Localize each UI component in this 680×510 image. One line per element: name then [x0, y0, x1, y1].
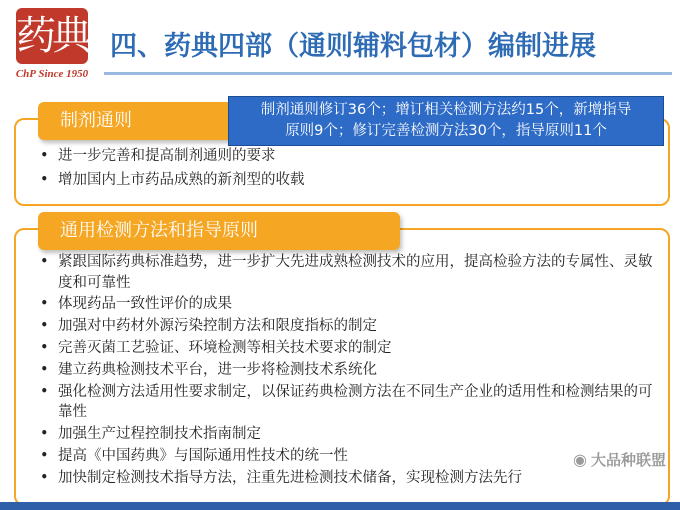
bullet-icon: • — [40, 171, 49, 188]
title-divider — [104, 72, 672, 75]
logo-subtitle: ChP Since 1950 — [15, 68, 89, 80]
bullet-icon: • — [40, 470, 49, 487]
formulation-list — [38, 146, 658, 193]
chp-logo — [6, 6, 98, 84]
summary-callout — [228, 96, 664, 146]
list-item: • 加快制定检测技术指导方法，注重先进检测技术储备，实现检测方法先行 — [38, 468, 658, 489]
bullet-icon: • — [40, 362, 49, 379]
methods-list — [38, 252, 658, 490]
logo-mark: 药典 — [16, 8, 88, 64]
list-item: • 体现药品一致性评价的成果 — [38, 294, 658, 315]
bullet-icon: • — [40, 340, 49, 357]
bullet-icon: • — [40, 148, 49, 164]
bullet-icon: • — [40, 254, 49, 270]
list-item: • 建立药典检测技术平台，进一步将检测技术系统化 — [38, 360, 658, 381]
list-item: • 提高《中国药典》与国际通用性技术的统一性 — [38, 446, 658, 467]
watermark: ◉ 大品种联盟 — [573, 450, 666, 469]
bullet-icon: • — [40, 318, 49, 335]
list-item: • 加强对中药材外源污染控制方法和限度指标的制定 — [38, 316, 658, 337]
list-item: • 强化检测方法适用性要求制定，以保证药典检测方法在不同生产企业的适用性和检测结果的可靠性 — [40, 383, 653, 421]
callout-line-1: 制剂通则修订36个；增订相关检测方法约15个，新增指导 — [260, 102, 632, 118]
section-tab-methods: 通用检测方法和指导原则 — [38, 212, 400, 250]
bullet-icon: • — [40, 383, 49, 400]
bullet-icon: • — [40, 296, 49, 313]
callout-line-2: 原则9个；修订完善检测方法30个，指导原则11个 — [285, 123, 607, 139]
list-item: • 完善灭菌工艺验证、环境检测等相关技术要求的制定 — [38, 338, 658, 359]
bullet-icon: • — [40, 448, 49, 465]
footer-bar — [0, 502, 680, 510]
list-item: • 增加国内上市药品成熟的新剂型的收载 — [38, 170, 658, 191]
list-item: • 紧跟国际药典标准趋势，进一步扩大先进成熟检测技术的应用，提高检验方法的专属性、灵敏度和可靠性 — [40, 254, 653, 291]
section-tab-formulation: 制剂通则 — [38, 102, 308, 140]
list-item: • 进一步完善和提高制剂通则的要求 — [38, 146, 658, 167]
bullet-icon: • — [40, 426, 49, 443]
wechat-icon: ◉ — [573, 450, 587, 469]
page-title: 四、药典四部（通则辅料包材）编制进展 — [110, 31, 596, 62]
list-item: • 加强生产过程控制技术指南制定 — [38, 424, 658, 445]
